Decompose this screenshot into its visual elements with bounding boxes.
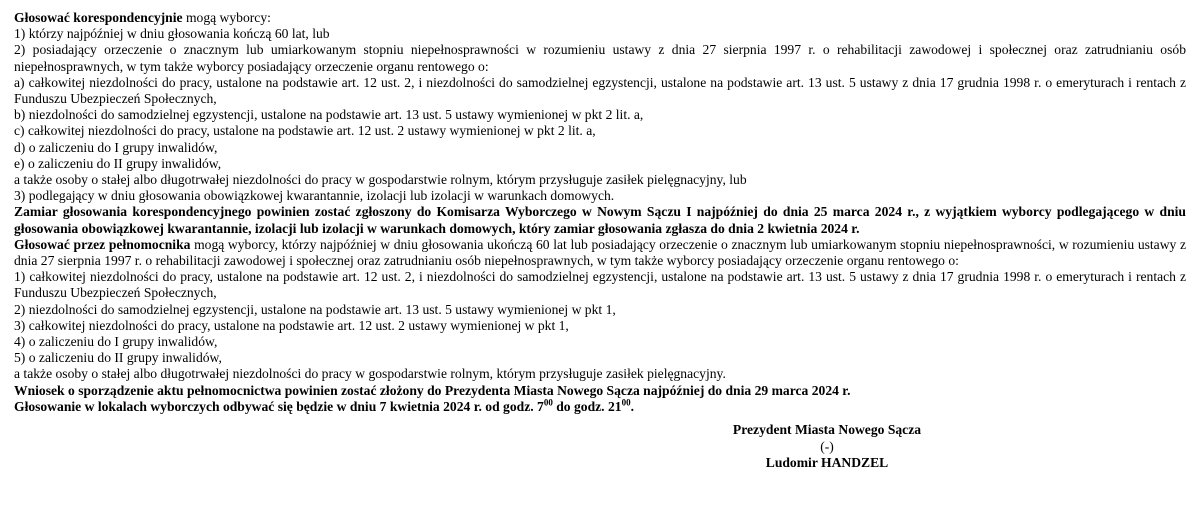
list-item-e-disability-group-2: e) o zaliczeniu do II grupy inwalidów, [14,155,222,171]
list-item-5-disability-group-2: 5) o zaliczeniu do II grupy inwalidów, [14,350,222,366]
hours-superscript: 00 [621,397,631,408]
list-item-b-independent-existence: b) niezdolności do samodzielnej egzystencji, ustalone na podstawie art. 13 ust. 5 ustawy wymienionej w pkt 2 lit. a, [14,107,644,123]
list-item-3-total-incapacity-work: 3) całkowitej niezdolności do pracy, ustalone na podstawie art. 12 ust. 2 ustawy wymienionej w pkt 1, [14,317,569,333]
hours-superscript: 00 [543,397,553,408]
list-item-2-independent-existence: 2) niezdolności do samodzielnej egzystencji, ustalone na podstawie art. 13 ust. 5 ustawy wymienionej w pkt 1, [14,301,616,317]
list-item-disability-certificate: 2) posiadający orzeczenie o znacznym lub umiarkowanym stopniu niepełnosprawności w rozumieniu ustawy z dnia 27 sierpnia 1997 r. o rehabilitacji zawodowej i społecznej oraz zatrudnianiu osób niepełnosprawnych, w tym także wyborcy posiadający orzeczenie organu rentowego o: [14,42,1186,74]
signature-name: Ludomir HANDZEL [765,455,889,471]
notice-mail-voting-deadline: Zamiar głosowania korespondencyjnego powinien zostać zgłoszony do Komisarza Wyborczego w Nowym Sączu I najpóźniej do dnia 25 marca 2024 r., z wyjątkiem wyborcy podlegającego w dniu głosowania obowiązkowej kwarantannie, izolacji lub izolacji w warunkach domowych, który zamiar głosowania zgłasza do dnia 2 kwietnia 2024 r. [14,204,1186,236]
list-item-c-total-incapacity-work: c) całkowitej niezdolności do pracy, ustalone na podstawie art. 12 ust. 2 ustawy wymienionej w pkt 2 lit. a, [14,123,596,139]
lead-bold-text: Głosować korespondencyjnie [14,10,183,25]
paragraph-vote-by-proxy-intro: Głosować przez pełnomocnika mogą wyborcy, którzy najpóźniej w dniu głosowania ukończą 60 lat lub posiadający orzeczenie o znacznym lub umiarkowanym stopniu niepełnosprawności, w rozumieniu ustawy z dnia 27 sierpnia 1997 r. o rehabilitacji zawodowej i społecznej oraz zatrudnianiu osób niepełnosprawnych, w tym także wyborcy posiadający orzeczenie organu rentowego o: [14,236,1187,269]
signature-dash: (-) [820,438,834,454]
signature-block [444,422,1200,472]
list-item-quarantine: 3) podlegający w dniu głosowania obowiązkowej kwarantannie, izolacji lub izolacji w warunkach domowych. [14,188,615,204]
notice-voting-hours: Głosowanie w lokalach wyborczych odbywać się będzie w dniu 7 kwietnia 2024 r. od godz. $7^{00}$ do godz. $21^{00}$. [14,397,634,414]
list-item-age: 1) którzy najpóźniej w dniu głosowania kończą 60 lat, lub [14,26,330,42]
signature-title: Prezydent Miasta Nowego Sącza [732,422,922,438]
paragraph-vote-by-mail-intro: Głosować korespondencyjnie mogą wyborcy: [14,10,271,25]
note-farm-incapacity-allowance-2: a także osoby o stałej albo długotrwałej niezdolności do pracy w gospodarstwie rolnym, którym przysługuje zasiłek pielęgnacyjny. [14,366,726,382]
list-item-4-disability-group-1: 4) o zaliczeniu do I grupy inwalidów, [14,334,218,350]
lead-bold-text: Głosować przez pełnomocnika [14,236,191,252]
list-item-1-total-incapacity: 1) całkowitej niezdolności do pracy, ustalone na podstawie art. 12 ust. 2, i niezdolności do samodzielnej egzystencji, ustalone na podstawie art. 13 ust. 5 ustawy z dnia 17 grudnia 1998 r. o emeryturach i rentach z Funduszu Ubezpieczeń Społecznych, [14,269,1186,301]
list-item-a-total-incapacity: a) całkowitej niezdolności do pracy, ustalone na podstawie art. 12 ust. 2, i niezdolności do samodzielnej egzystencji, ustalone na podstawie art. 13 ust. 5 ustawy z dnia 17 grudnia 1998 r. o emeryturach i rentach z Funduszu Ubezpieczeń Społecznych, [14,74,1186,107]
note-farm-incapacity-allowance: a także osoby o stałej albo długotrwałej niezdolności do pracy w gospodarstwie rolnym, którym przysługuje zasiłek pielęgnacyjny, lub [14,172,747,188]
notice-proxy-deadline: Wniosek o sporządzenie aktu pełnomocnictwa powinien zostać złożony do Prezydenta Miasta Nowego Sącza najpóźniej do dnia 29 marca 2024 r. [14,382,851,398]
list-item-d-disability-group-1: d) o zaliczeniu do I grupy inwalidów, [14,139,218,155]
